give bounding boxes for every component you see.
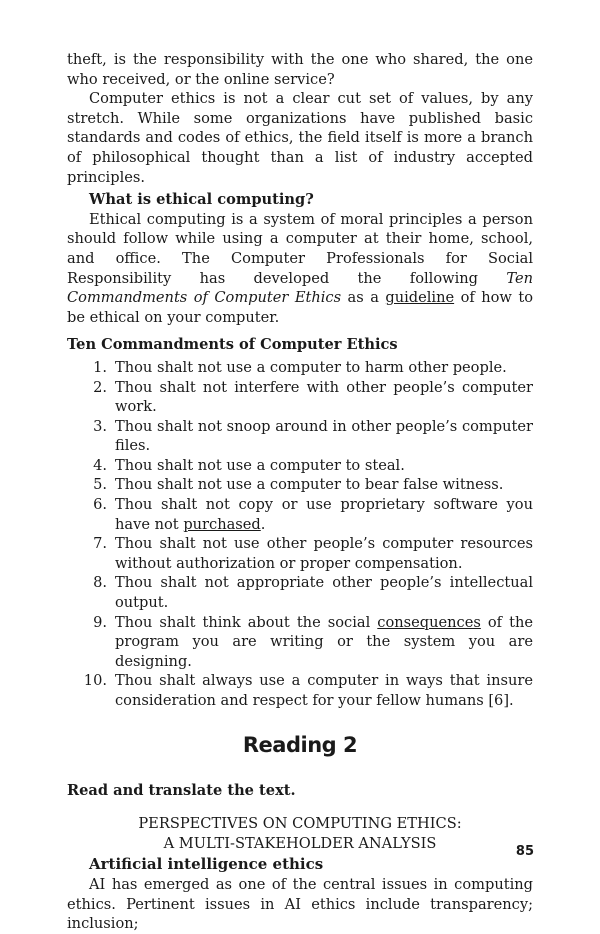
- list-item: 4. Thou shalt not use a computer to steal.: [93, 456, 405, 474]
- list-item: 3. Thou shalt not snoop around in other people’s computer files.: [93, 417, 533, 455]
- list-item: 6. Thou shalt not copy or use proprietary software you have not purchased.: [93, 496, 533, 533]
- paragraph-ai-ethics: AI has emerged as one of the central issues in computing ethics. Pertinent issues in AI ethics include transparency; inclusion;: [67, 875, 533, 933]
- underlined-word: guideline: [385, 289, 455, 307]
- heading-what-is-ethical-computing: What is ethical computing?: [89, 191, 314, 209]
- reading-title: Reading 2: [242, 732, 358, 757]
- instruction: Read and translate the text.: [67, 781, 296, 799]
- heading-ai-ethics: Artificial intelligence ethics: [89, 855, 324, 874]
- list-item: 8. Thou shalt not appropriate other people’s intellectual output.: [93, 574, 533, 612]
- paragraph-ethical-computing: Ethical computing is a system of moral principles a person should follow while using a computer at their home, school, and office. The Computer Professionals for Social Responsibility has developed the following Ten Commandments of Computer Ethics as a guideline of how to be ethical on your computer.: [67, 210, 533, 326]
- article-title-line-1: PERSPECTIVES ON COMPUTING ETHICS:: [138, 815, 462, 833]
- page-number: 85: [515, 844, 534, 859]
- list-item: 9. Thou shalt think about the social consequences of the program you are writing or the system you are designing.: [93, 613, 533, 670]
- italic-title: Ten Commandments of Computer Ethics: [67, 269, 533, 307]
- list-item: 7. Thou shalt not use other people’s computer resources without authorization or proper compensation.: [93, 535, 533, 572]
- list-item: 1. Thou shalt not use a computer to harm other people.: [93, 358, 507, 376]
- article-title-line-2: A MULTI-STAKEHOLDER ANALYSIS: [163, 834, 437, 852]
- list-item: 10. Thou shalt always use a computer in ways that insure consideration and respect for your fellow humans [6].: [83, 672, 533, 709]
- list-item: 5. Thou shalt not use a computer to bear false witness.: [93, 476, 504, 494]
- list-item: 2. Thou shalt not interfere with other people’s computer work.: [93, 378, 533, 416]
- heading-ten-commandments: Ten Commandments of Computer Ethics: [67, 336, 398, 354]
- paragraph-computer-ethics: Computer ethics is not a clear cut set of values, by any stretch. While some organizations have published basic standards and codes of ethics, the field itself is more a branch of philosophical thought than a list of industry accepted principles.: [67, 90, 533, 186]
- paragraph-continued: theft, is the responsibility with the one who shared, the one who received, or the online service?: [67, 51, 533, 88]
- article-title: [67, 814, 533, 853]
- commandments-list: [67, 358, 533, 711]
